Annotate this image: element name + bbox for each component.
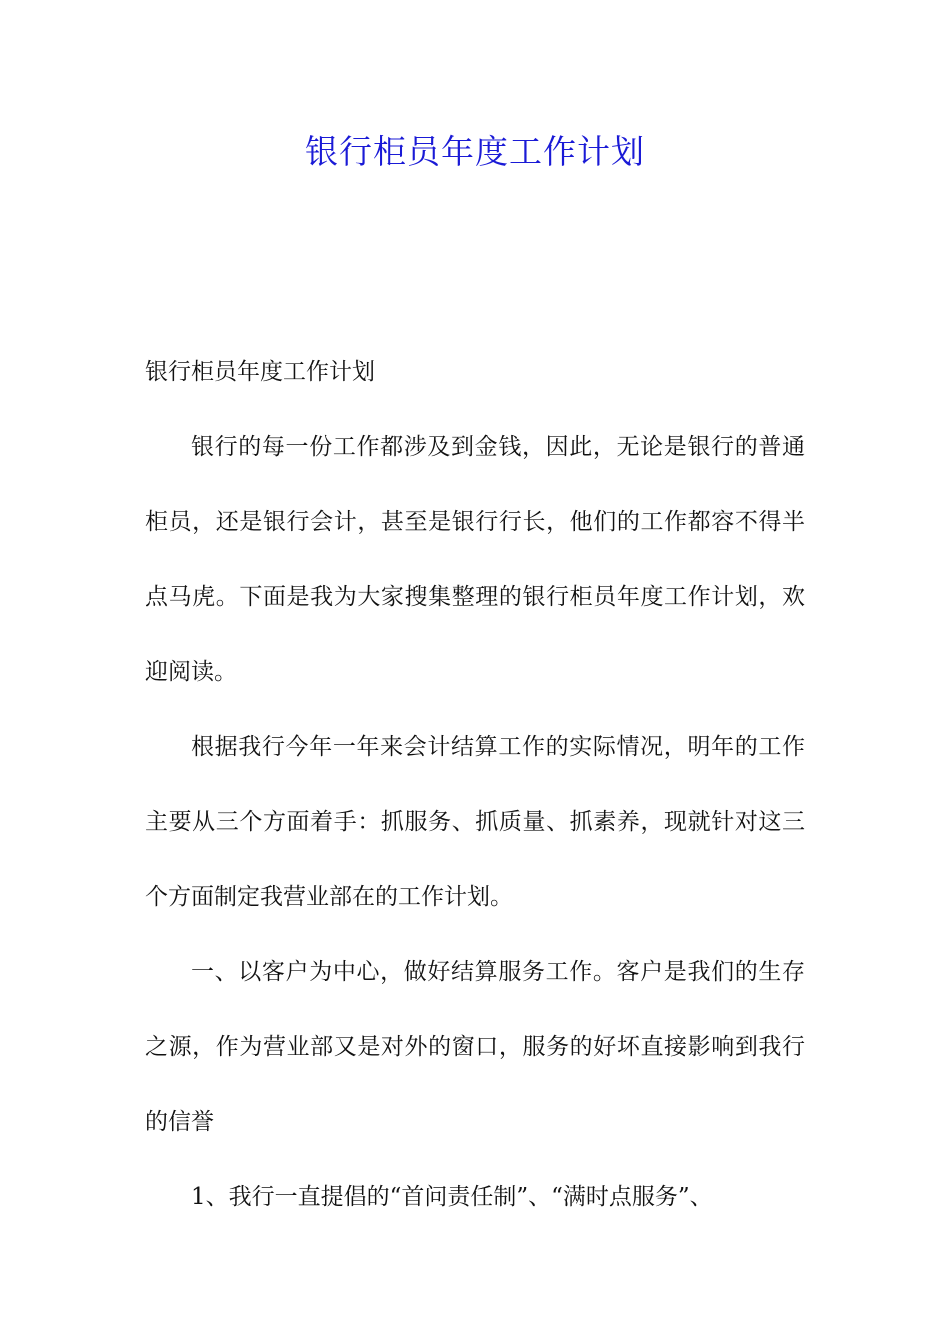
- paragraph-item-one: 1、我行一直提倡的“首问责任制”、“满时点服务”、: [191, 1184, 713, 1210]
- paragraph-subtitle: 银行柜员年度工作计划: [145, 359, 375, 385]
- document-title: 银行柜员年度工作计划: [305, 132, 645, 171]
- paragraph-intro: 银行的每一份工作都涉及到金钱，因此，无论是银行的普通柜员，还是银行会计，甚至是银行行长，他们的工作都容不得半点马虎。下面是我为大家搜集整理的银行柜员年度工作计划，欢迎阅读。: [145, 434, 805, 685]
- paragraph-section-one: 一、以客户为中心，做好结算服务工作。客户是我们的生存之源，作为营业部又是对外的窗口，服务的好坏直接影响到我行的信誉: [145, 959, 805, 1135]
- paragraph-plan-overview: 根据我行今年一年来会计结算工作的实际情况，明年的工作主要从三个方面着手：抓服务、抓质量、抓素养，现就针对这三个方面制定我营业部在的工作计划。: [145, 734, 805, 910]
- document-body: [145, 335, 805, 1235]
